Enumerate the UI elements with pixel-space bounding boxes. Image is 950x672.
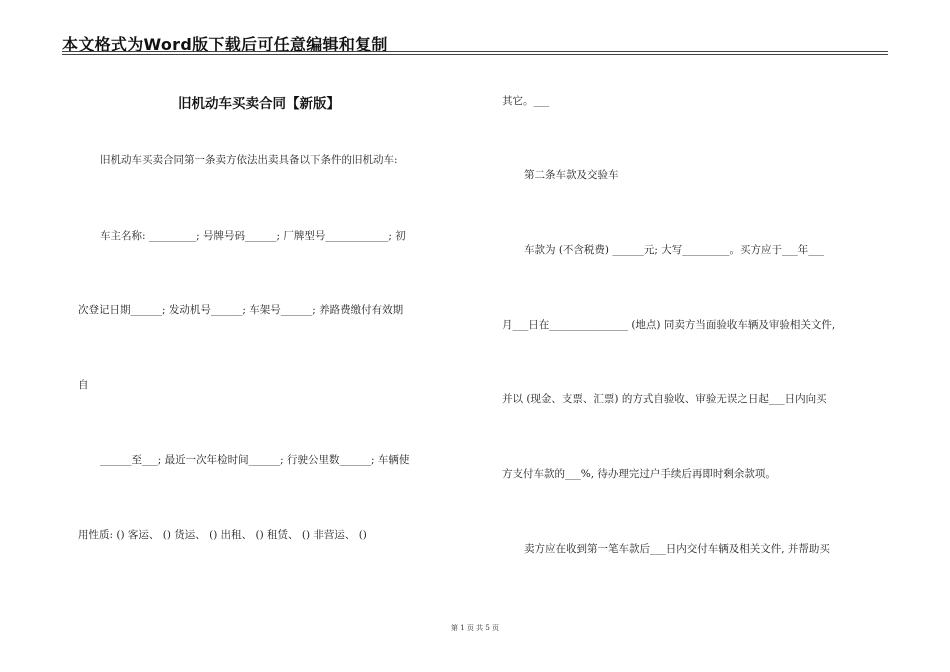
left-line-2: 车主名称: _________; 号牌号码______; 厂牌型号____________; 初	[100, 230, 406, 242]
right-line-3: 车款为 (不含税费) ______元; 大写_________。买方应于___年___	[524, 244, 824, 256]
page-indicator: 第 1 页 共 5 页	[450, 624, 500, 632]
right-line-4: 月___日在_______________ (地点) 同卖方当面验收车辆及审验相关文件,	[502, 319, 836, 331]
left-line-3: 次登记日期______; 发动机号______; 车架号______; 养路费缴付有效期	[78, 304, 404, 316]
right-line-5: 并以 (现金、支票、汇票) 的方式自验收、审验无误之日起___日内向买	[502, 393, 827, 405]
right-line-1: 其它。___	[502, 95, 550, 107]
right-line-7: 卖方应在收到第一笔车款后___日内交付车辆及相关文件, 并帮助买	[524, 543, 830, 555]
left-line-5: ______至___; 最近一次年检时间______; 行驶公里数______; 车辆使	[100, 454, 410, 466]
right-line-6: 方支付车款的___%, 待办理完过户手续后再即时剩余款项。	[502, 468, 776, 480]
document-header-title: 本文格式为Word版下载后可任意编辑和复制	[62, 35, 388, 54]
header-divider-bottom	[62, 54, 888, 55]
left-line-4: 自	[78, 379, 89, 391]
right-line-2: 第二条车款及交验车	[524, 169, 619, 181]
contract-title: 旧机动车买卖合同【新版】	[178, 96, 340, 112]
left-line-1: 旧机动车买卖合同第一条卖方依法出卖具备以下条件的旧机动车:	[100, 154, 398, 166]
left-line-6: 用性质: () 客运、 () 货运、 () 出租、 () 租赁、 () 非营运、 ()	[78, 529, 367, 541]
header-divider-top	[62, 51, 888, 52]
